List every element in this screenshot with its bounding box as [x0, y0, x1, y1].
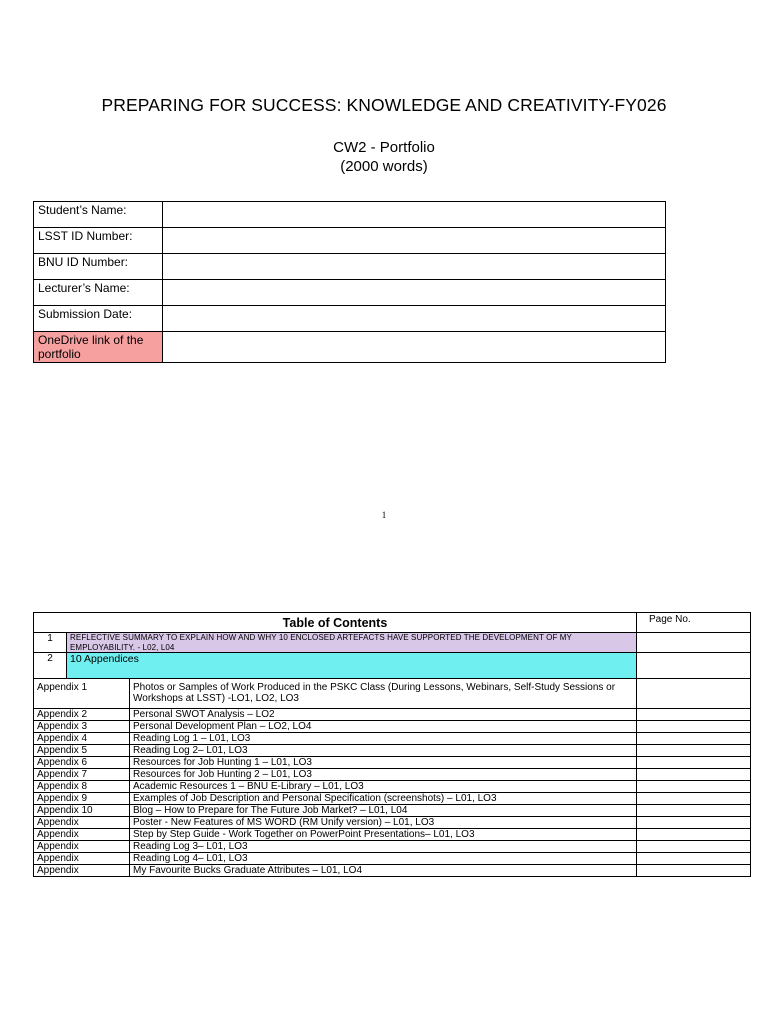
- appendix-row: [34, 769, 751, 781]
- appendix-row: [34, 679, 751, 709]
- appendix-title[interactable]: Resources for Job Hunting 2 – L01, LO3: [130, 769, 637, 781]
- appendix-row: [34, 865, 751, 877]
- toc-section-row: [34, 653, 751, 679]
- appendix-title[interactable]: Poster - New Features of MS WORD (RM Unify version) – L01, LO3: [130, 817, 637, 829]
- section-1-title[interactable]: REFLECTIVE SUMMARY TO EXPLAIN HOW AND WHY 10 ENCLOSED ARTEFACTS HAVE SUPPORTED THE DEVELOPMENT OF MY EMPLOYABILITY. - L02, L04: [67, 633, 637, 652]
- student-name-row: [34, 202, 666, 228]
- bnu-id-row: [34, 254, 666, 280]
- appendix-page: [637, 769, 751, 781]
- appendix-label: Appendix: [34, 841, 130, 853]
- appendix-row: [34, 745, 751, 757]
- section-2-page: [637, 653, 751, 679]
- appendix-page: [637, 745, 751, 757]
- appendix-label: Appendix 10: [34, 805, 130, 817]
- appendix-row: [34, 853, 751, 865]
- appendix-row: [34, 781, 751, 793]
- appendix-label: Appendix: [34, 829, 130, 841]
- appendix-title[interactable]: Resources for Job Hunting 1 – L01, LO3: [130, 757, 637, 769]
- appendix-row: [34, 805, 751, 817]
- appendix-row: [34, 733, 751, 745]
- lsst-id-field[interactable]: [163, 228, 666, 254]
- appendix-page: [637, 679, 751, 709]
- appendix-page: [637, 757, 751, 769]
- page-number: 1: [381, 510, 387, 520]
- lecturer-name-label: Lecturer’s Name:: [34, 280, 163, 306]
- appendix-title[interactable]: Blog – How to Prepare for The Future Job Market? – L01, L04: [130, 805, 637, 817]
- appendix-title[interactable]: Reading Log 2– L01, LO3: [130, 745, 637, 757]
- toc-header-row: [34, 613, 751, 633]
- appendix-row: [34, 709, 751, 721]
- submission-date-label: Submission Date:: [34, 306, 163, 332]
- appendix-page: [637, 721, 751, 733]
- appendix-title[interactable]: Examples of Job Description and Personal Specification (screenshots) – L01, LO3: [130, 793, 637, 805]
- submission-date-row: [34, 306, 666, 332]
- section-1-number: 1: [34, 633, 67, 652]
- document-title: PREPARING FOR SUCCESS: KNOWLEDGE AND CREATIVITY-FY026: [101, 95, 667, 115]
- appendix-title[interactable]: My Favourite Bucks Graduate Attributes – L01, LO4: [130, 865, 637, 877]
- appendix-label: Appendix: [34, 853, 130, 865]
- bnu-id-field[interactable]: [163, 254, 666, 280]
- appendix-row: [34, 793, 751, 805]
- appendix-page: [637, 853, 751, 865]
- appendix-title[interactable]: Reading Log 4– L01, LO3: [130, 853, 637, 865]
- section-1-row: [34, 633, 636, 652]
- appendix-label: Appendix 7: [34, 769, 130, 781]
- appendix-row: [34, 757, 751, 769]
- appendix-title[interactable]: Step by Step Guide - Work Together on PowerPoint Presentations– L01, LO3: [130, 829, 637, 841]
- section-1-page: [637, 633, 751, 653]
- appendix-row: [34, 817, 751, 829]
- word-count-label: (2000 words): [340, 158, 428, 175]
- appendix-label: Appendix 6: [34, 757, 130, 769]
- section-2-title[interactable]: 10 Appendices: [67, 653, 637, 678]
- appendix-label: Appendix 2: [34, 709, 130, 721]
- submission-date-field[interactable]: [163, 306, 666, 332]
- appendix-title[interactable]: Reading Log 1 – L01, LO3: [130, 733, 637, 745]
- appendix-page: [637, 733, 751, 745]
- appendix-title[interactable]: Personal Development Plan – LO2, LO4: [130, 721, 637, 733]
- appendix-label: Appendix: [34, 817, 130, 829]
- student-info-table: [33, 201, 666, 363]
- appendix-label: Appendix 5: [34, 745, 130, 757]
- appendix-row: [34, 829, 751, 841]
- appendix-label: Appendix 8: [34, 781, 130, 793]
- appendix-page: [637, 817, 751, 829]
- onedrive-link-row: [34, 332, 666, 363]
- student-name-field[interactable]: [163, 202, 666, 228]
- coursework-label: CW2 - Portfolio: [333, 139, 435, 156]
- appendix-label: Appendix 3: [34, 721, 130, 733]
- lecturer-name-row: [34, 280, 666, 306]
- onedrive-link-label: OneDrive link of the portfolio: [34, 332, 163, 363]
- appendix-page: [637, 793, 751, 805]
- appendix-page: [637, 841, 751, 853]
- section-2-row: [34, 653, 636, 678]
- appendix-title[interactable]: Reading Log 3– L01, LO3: [130, 841, 637, 853]
- onedrive-link-field[interactable]: [163, 332, 666, 363]
- section-2-number: 2: [34, 653, 67, 678]
- bnu-id-label: BNU ID Number:: [34, 254, 163, 280]
- student-name-label: Student’s Name:: [34, 202, 163, 228]
- appendix-label: Appendix 9: [34, 793, 130, 805]
- appendix-title[interactable]: Academic Resources 1 – BNU E-Library – L01, LO3: [130, 781, 637, 793]
- appendix-page: [637, 805, 751, 817]
- appendix-label: Appendix 4: [34, 733, 130, 745]
- appendix-page: [637, 781, 751, 793]
- lsst-id-label: LSST ID Number:: [34, 228, 163, 254]
- appendix-row: [34, 841, 751, 853]
- page-no-header: Page No.: [637, 613, 751, 633]
- appendix-page: [637, 865, 751, 877]
- appendix-row: [34, 721, 751, 733]
- appendix-label: Appendix 1: [34, 679, 130, 709]
- lsst-id-row: [34, 228, 666, 254]
- toc-title: Table of Contents: [34, 613, 637, 633]
- appendix-title[interactable]: Photos or Samples of Work Produced in the PSKC Class (During Lessons, Webinars, Self-Study Sessions or Workshops at LSST) -LO1, LO2, LO3: [130, 679, 637, 709]
- appendix-label: Appendix: [34, 865, 130, 877]
- toc-section-row: [34, 633, 751, 653]
- appendix-title[interactable]: Personal SWOT Analysis – LO2: [130, 709, 637, 721]
- lecturer-name-field[interactable]: [163, 280, 666, 306]
- table-of-contents: [33, 612, 751, 877]
- appendix-page: [637, 709, 751, 721]
- section-table: [34, 653, 636, 678]
- appendix-page: [637, 829, 751, 841]
- section-table: [34, 633, 636, 652]
